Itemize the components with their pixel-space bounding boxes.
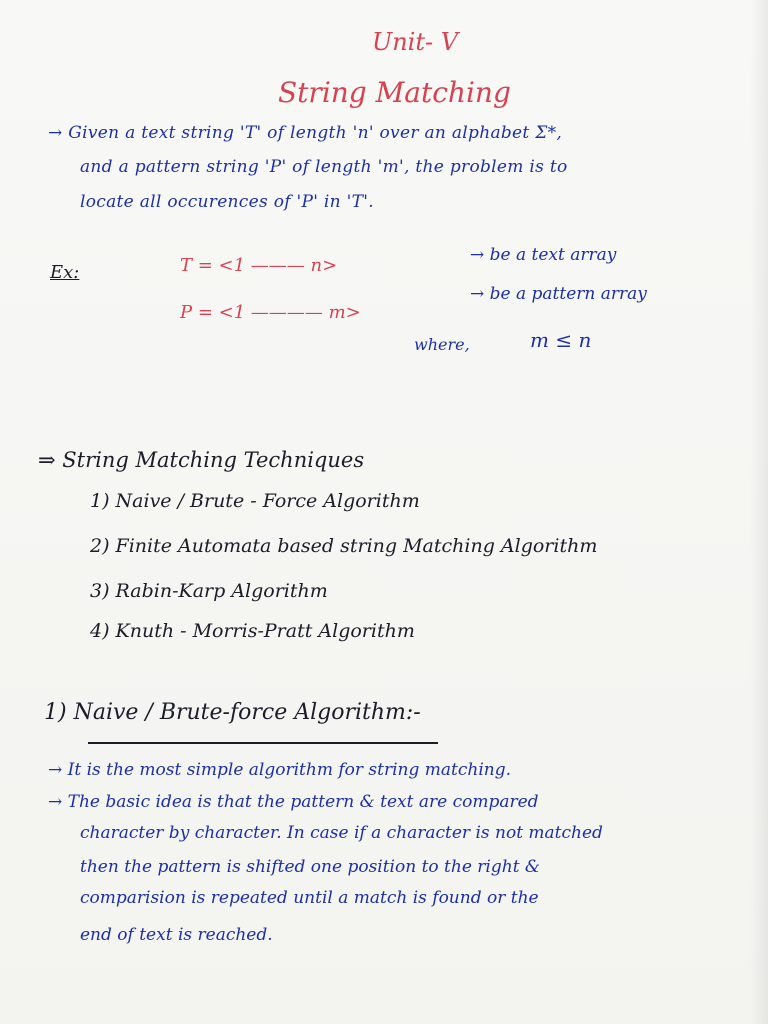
definition-line-3: locate all occurences of 'P' in 'T'. bbox=[80, 192, 374, 212]
unit-heading: Unit- V bbox=[372, 28, 459, 56]
page-edge-shadow bbox=[750, 0, 768, 1024]
pattern-array-description: → be a pattern array bbox=[470, 284, 647, 304]
naive-line: → It is the most simple algorithm for string matching. bbox=[48, 760, 511, 780]
text-array-description: → be a text array bbox=[470, 245, 617, 265]
techniques-heading: ⇒ String Matching Techniques bbox=[38, 448, 365, 472]
where-label: where, bbox=[414, 335, 470, 354]
naive-section-heading: 1) Naive / Brute-force Algorithm:- bbox=[44, 700, 421, 725]
definition-line-1: → Given a text string 'T' of length 'n' over an alphabet Σ*, bbox=[48, 123, 563, 143]
definition-line-2: and a pattern string 'P' of length 'm', the problem is to bbox=[80, 157, 568, 177]
naive-line: end of text is reached. bbox=[80, 925, 273, 945]
page-title: String Matching bbox=[278, 76, 511, 109]
text-array-notation: T = <1 ——— n> bbox=[180, 255, 338, 276]
technique-item: 2) Finite Automata based string Matching Algorithm bbox=[90, 535, 598, 557]
naive-line: → The basic idea is that the pattern & text are compared bbox=[48, 792, 539, 812]
length-condition: m ≤ n bbox=[530, 328, 592, 352]
technique-item: 4) Knuth - Morris-Pratt Algorithm bbox=[90, 620, 415, 642]
naive-line: character by character. In case if a character is not matched bbox=[80, 823, 603, 843]
heading-underline bbox=[88, 742, 438, 744]
technique-item: 1) Naive / Brute - Force Algorithm bbox=[90, 490, 420, 512]
naive-line: comparision is repeated until a match is found or the bbox=[80, 888, 539, 908]
technique-item: 3) Rabin-Karp Algorithm bbox=[90, 580, 328, 602]
naive-line: then the pattern is shifted one position to the right & bbox=[80, 857, 541, 877]
pattern-array-notation: P = <1 ———— m> bbox=[180, 302, 361, 323]
example-label: Ex: bbox=[50, 262, 80, 283]
